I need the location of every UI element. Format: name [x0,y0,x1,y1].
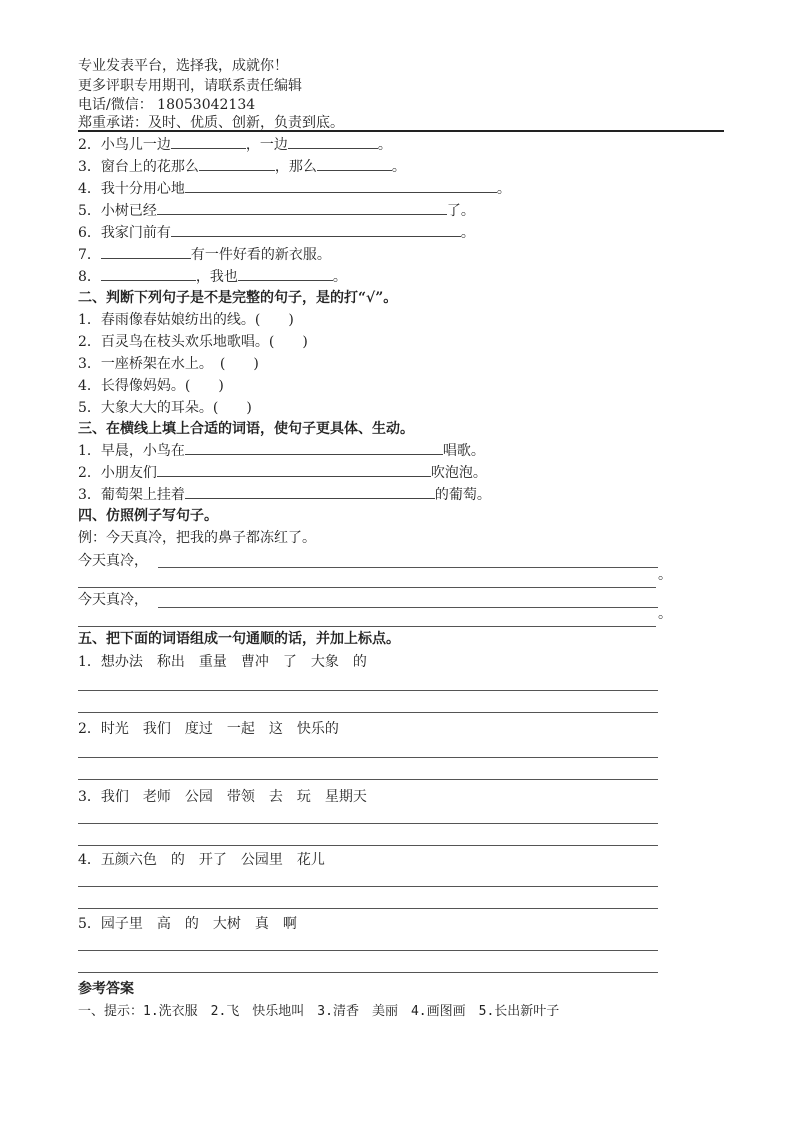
imitate-prompt-2: 今天真冷， [78,592,148,608]
expand-item-2: 2．小朋友们 吹泡泡。 [78,465,487,481]
blank[interactable] [288,136,378,149]
word-group-1: 1．想办法 称出 重量 曹冲 了 大象 的 [78,654,367,670]
example-sentence: 例：今天真冷，把我的鼻子都冻红了。 [78,530,316,546]
word-group-2: 2．时光 我们 度过 一起 这 快乐的 [78,721,339,737]
answer-line[interactable] [78,626,656,627]
answer-line[interactable] [78,908,658,909]
fill-item-6: 6．我家门前有 。 [78,225,475,241]
judge-item-1[interactable]: 1．春雨像春姑娘纺出的线。( ) [78,312,294,328]
fill-item-7: 7． 有一件好看的新衣服。 [78,247,331,263]
judge-item-5[interactable]: 5．大象大大的耳朵。( ) [78,400,252,416]
blank[interactable] [185,180,497,193]
end-period: 。 [658,567,672,583]
judge-item-2[interactable]: 2．百灵鸟在枝头欢乐地歌唱。( ) [78,334,308,350]
blank[interactable] [171,136,246,149]
judge-item-4[interactable]: 4．长得像妈妈。( ) [78,378,224,394]
header-line-3: 电话/微信： 18053042134 [78,97,256,113]
answer-line[interactable] [158,607,658,608]
blank[interactable] [199,158,275,171]
answer-line[interactable] [78,779,658,780]
expand-item-3: 3．葡萄架上挂着 的葡萄。 [78,487,491,503]
expand-item-1: 1．早晨，小鸟在 唱歌。 [78,443,485,459]
imitate-prompt-1: 今天真冷， [78,553,148,569]
blank[interactable] [171,224,461,237]
blank[interactable] [185,442,443,455]
answer-line[interactable] [78,950,658,951]
answer-line[interactable] [78,757,658,758]
section-3-title: 三、在横线上填上合适的词语，使句子更具体、生动。 [78,421,414,437]
section-4-title: 四、仿照例子写句子。 [78,508,218,524]
fill-item-8: 8． ，我也 。 [78,269,347,285]
answer-line[interactable] [78,823,658,824]
answers-title: 参考答案 [78,981,134,997]
answer-line[interactable] [78,712,658,713]
answer-line[interactable] [78,886,658,887]
answer-line[interactable] [158,567,658,568]
header-line-4: 郑重承诺：及时、优质、创新，负责到底。 [78,115,344,131]
word-group-4: 4．五颜六色 的 开了 公园里 花儿 [78,852,325,868]
end-period: 。 [658,606,672,622]
blank[interactable] [157,202,447,215]
answer-line[interactable] [78,690,658,691]
section-2-title: 二、判断下列句子是不是完整的句子，是的打“√”。 [78,290,398,306]
fill-item-3: 3．窗台上的花那么 ，那么 。 [78,159,406,175]
blank[interactable] [101,268,196,281]
answers-line: 一、提示：1.洗衣服 2.飞 快乐地叫 3.清香 美丽 4.画图画 5.长出新叶子 [78,1004,560,1019]
header-divider [78,130,724,132]
blank[interactable] [238,268,333,281]
blank[interactable] [317,158,392,171]
blank[interactable] [101,246,191,259]
section-5-title: 五、把下面的词语组成一句通顺的话，并加上标点。 [78,631,400,647]
fill-item-4: 4．我十分用心地 。 [78,181,511,197]
judge-item-3[interactable]: 3．一座桥架在水上。 ( ) [78,356,259,372]
blank[interactable] [185,486,435,499]
blank[interactable] [157,464,431,477]
answer-line[interactable] [78,845,658,846]
fill-item-2: 2．小鸟儿一边 ，一边 。 [78,137,392,153]
word-group-5: 5．园子里 高 的 大树 真 啊 [78,916,297,932]
answer-line[interactable] [78,972,658,973]
fill-item-5: 5．小树已经 了。 [78,203,475,219]
word-group-3: 3．我们 老师 公园 带领 去 玩 星期天 [78,789,367,805]
header-line-2: 更多评职专用期刊，请联系责任编辑 [78,78,302,94]
answer-line[interactable] [78,587,656,588]
header-line-1: 专业发表平台，选择我，成就你！ [78,58,288,74]
